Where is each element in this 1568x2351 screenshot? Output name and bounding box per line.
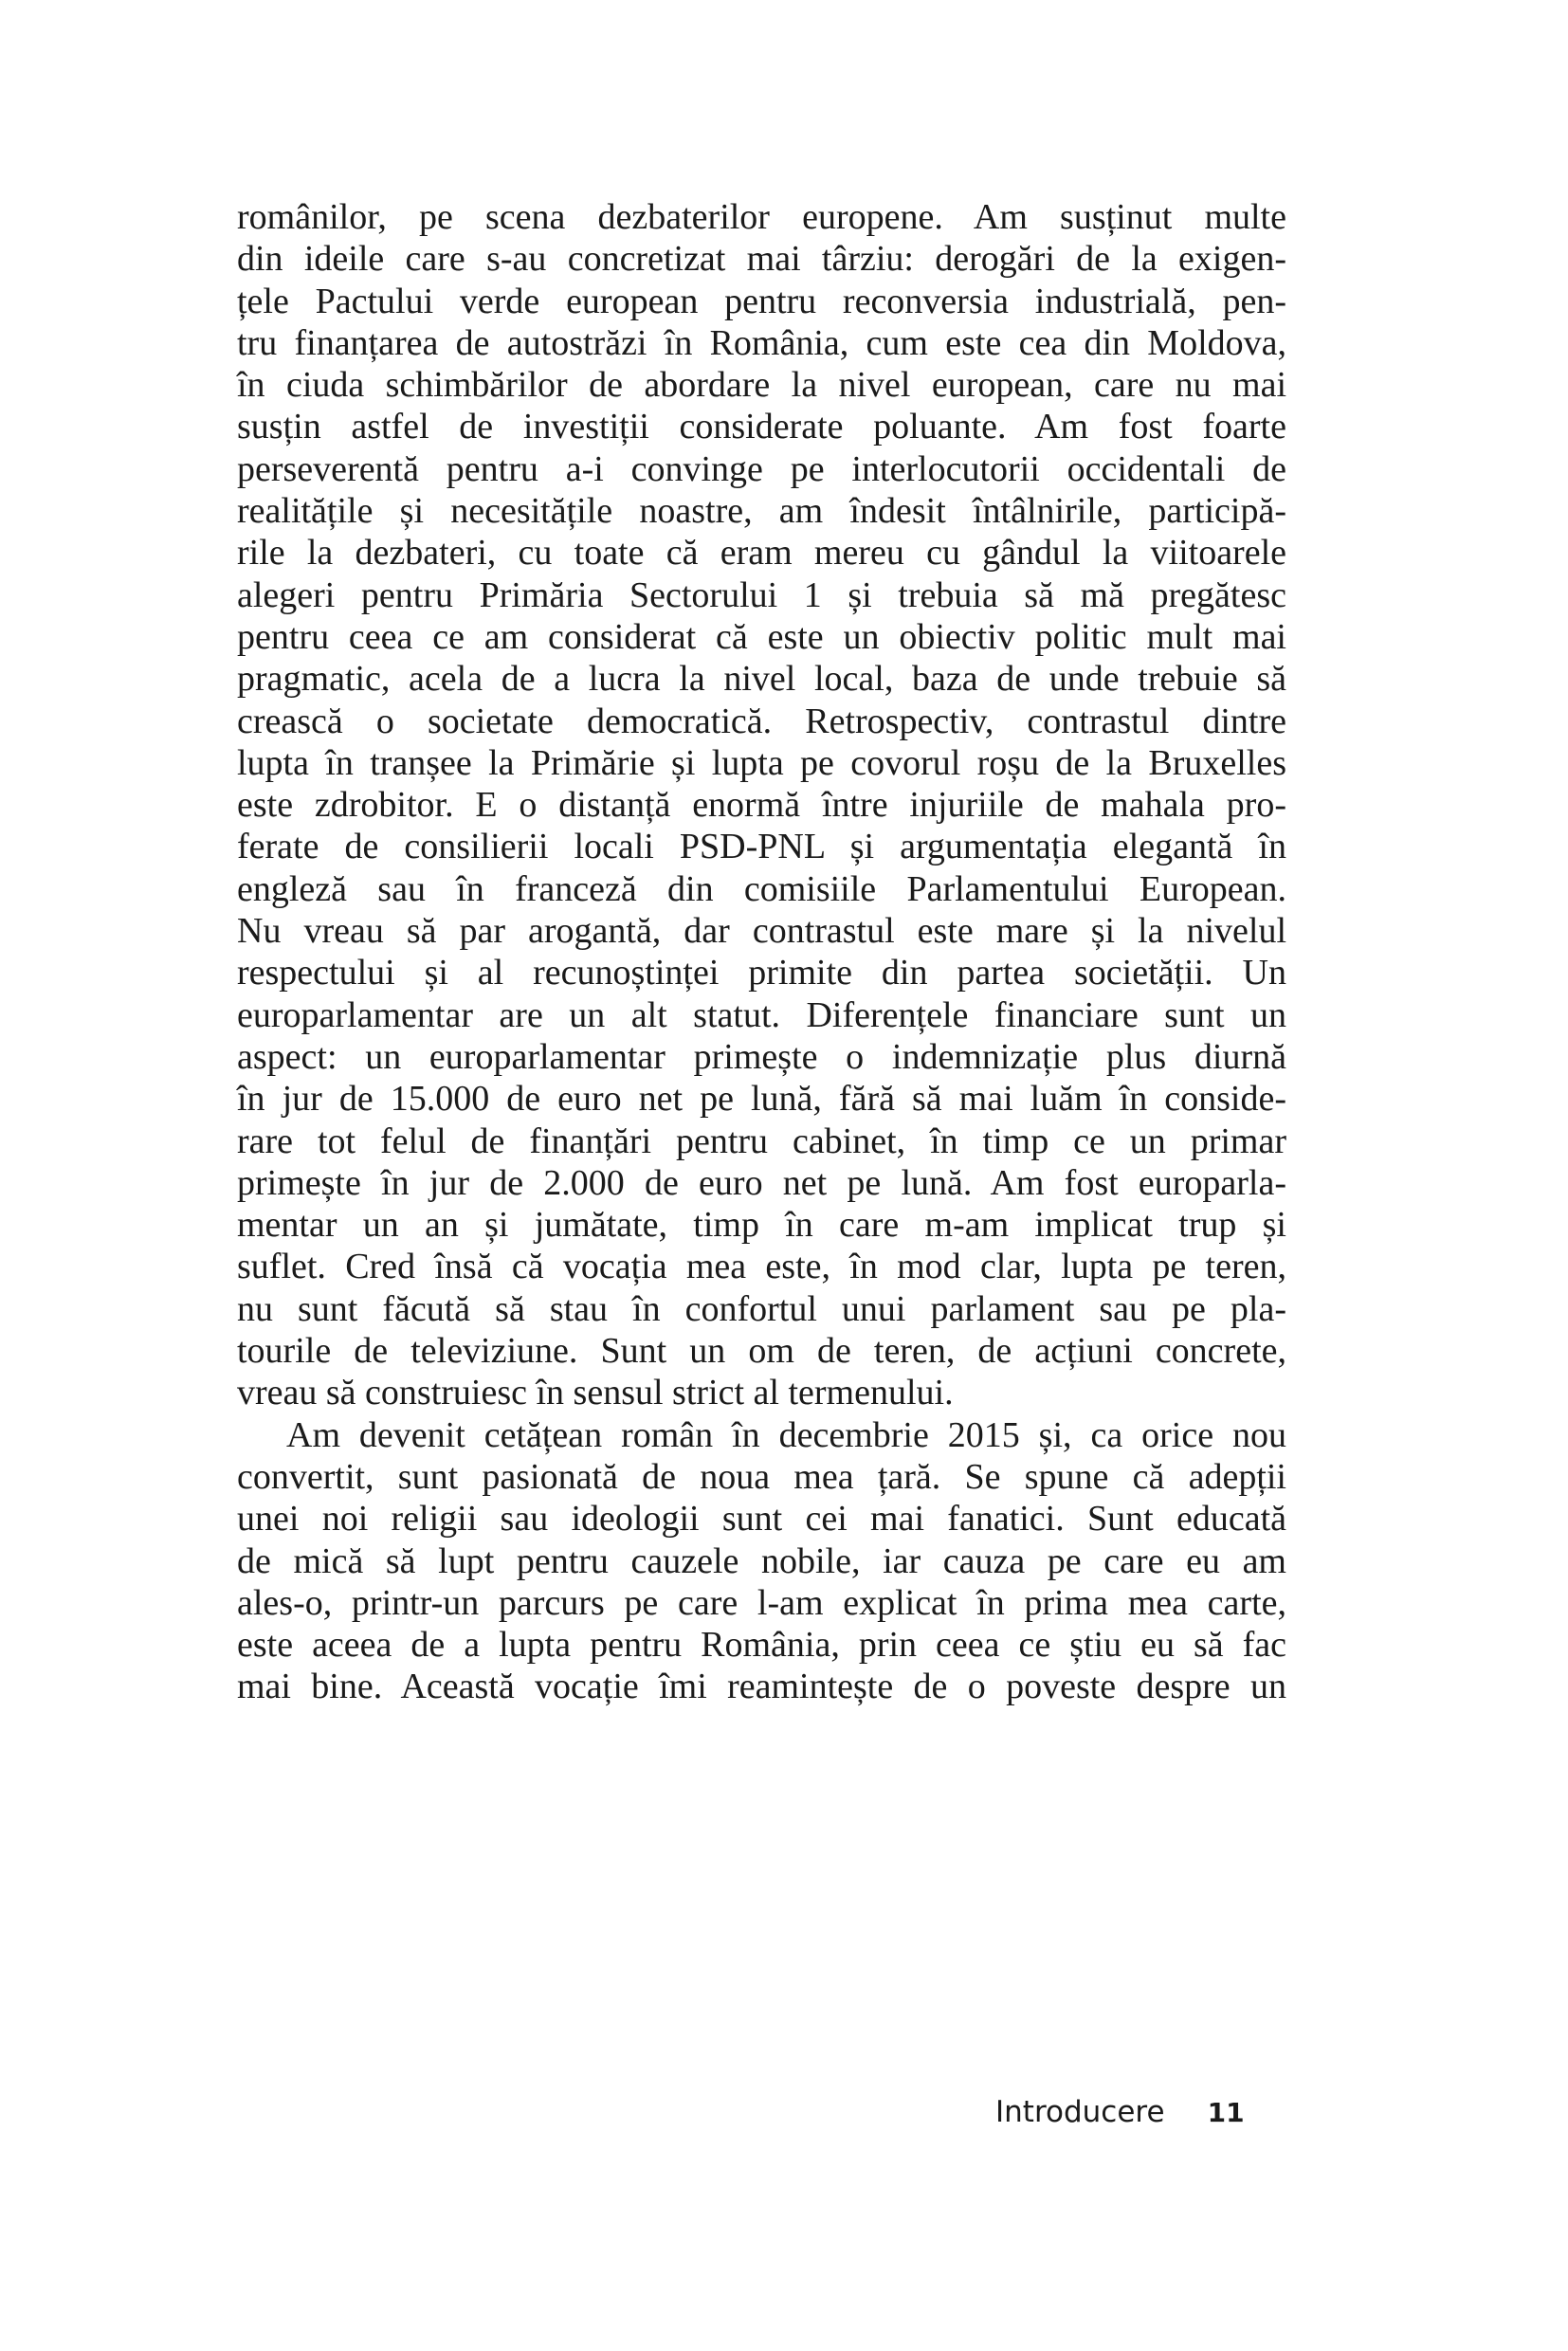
paragraph-2 (237, 1414, 1286, 1708)
text-line: respectului și al recunoștinței primite din partea societății. Un (237, 953, 1286, 993)
body-text (237, 196, 1286, 1708)
text-line: mai bine. Această vocație îmi reamintește de o poveste despre un (237, 1667, 1286, 1707)
text-line: alegeri pentru Primăria Sectorului 1 și trebuia să mă pregătesc (237, 574, 1286, 615)
page-number: 11 (1207, 2097, 1245, 2128)
text-line: perseverentă pentru a-i convinge pe interlocutorii occidentali de (237, 448, 1286, 489)
text-line: nu sunt făcută să stau în confortul unui parlament sau pe pla- (237, 1288, 1286, 1329)
text-line: Nu vreau să par arogantă, dar contrastul este mare și la nivelul (237, 911, 1286, 952)
text-line: este zdrobitor. E o distanță enormă între injuriile de mahala pro- (237, 785, 1286, 826)
text-line: unei noi religii sau ideologii sunt cei mai fanatici. Sunt educată (237, 1499, 1286, 1540)
text-line: în jur de 15.000 de euro net pe lună, fără să mai luăm în conside- (237, 1079, 1286, 1120)
text-line: crească o societate democratică. Retrospectiv, contrastul dintre (237, 701, 1286, 741)
text-line: realitățile și necesitățile noastre, am îndesit întâlnirile, participă- (237, 491, 1286, 532)
text-line: suflet. Cred însă că vocația mea este, în mod clar, lupta pe teren, (237, 1247, 1286, 1287)
text-line: țele Pactului verde european pentru reconversia industrială, pen- (237, 281, 1286, 321)
text-line: tourile de televiziune. Sunt un om de teren, de acțiuni concrete, (237, 1331, 1286, 1372)
text-line: primește în jur de 2.000 de euro net pe lună. Am fost europarla- (237, 1162, 1286, 1203)
text-line: convertit, sunt pasionată de noua mea țară. Se spune că adepții (237, 1456, 1286, 1497)
text-line: rile la dezbateri, cu toate că eram mereu cu gândul la viitoarele (237, 533, 1286, 574)
text-line: vreau să construiesc în sensul strict al termenului. (237, 1373, 954, 1413)
running-footer-section-title: Introducere (995, 2095, 1165, 2129)
text-line: de mică să lupt pentru cauzele nobile, iar cauza pe care eu am (237, 1540, 1286, 1581)
page-footer (995, 2095, 1245, 2129)
text-line: tru finanțarea de autostrăzi în România, cum este cea din Moldova, (237, 322, 1286, 363)
text-line: ferate de consilierii locali PSD-PNL și argumentația elegantă în (237, 827, 1286, 867)
text-line: pentru ceea ce am considerat că este un obiectiv politic mult mai (237, 616, 1286, 657)
text-line: lupta în tranșee la Primărie și lupta pe covorul roșu de la Bruxelles (237, 742, 1286, 783)
text-line: mentar un an și jumătate, timp în care m-am implicat trup și (237, 1205, 1286, 1246)
text-line: europarlamentar are un alt statut. Diferențele financiare sunt un (237, 994, 1286, 1035)
text-line: românilor, pe scena dezbaterilor europene. Am susținut multe (237, 197, 1286, 237)
text-line: susțin astfel de investiții considerate poluante. Am fost foarte (237, 407, 1286, 447)
text-line: ales-o, printr-un parcurs pe care l-am explicat în prima mea carte, (237, 1582, 1286, 1623)
text-line: este aceea de a lupta pentru România, prin ceea ce știu eu să fac (237, 1625, 1286, 1666)
paragraph-1 (237, 196, 1286, 1414)
text-line: rare tot felul de finanțări pentru cabinet, în timp ce un primar (237, 1121, 1286, 1161)
text-line: din ideile care s-au concretizat mai târziu: derogări de la exigen- (237, 239, 1286, 280)
text-line: aspect: un europarlamentar primește o indemnizație plus diurnă (237, 1036, 1286, 1077)
text-line: engleză sau în franceză din comisiile Parlamentului European. (237, 868, 1286, 909)
text-line: în ciuda schimbărilor de abordare la nivel european, care nu mai (237, 365, 1286, 406)
text-line: pragmatic, acela de a lucra la nivel local, baza de unde trebuie să (237, 659, 1286, 700)
text-line: Am devenit cetățean român în decembrie 2015 și, ca orice nou (286, 1414, 1286, 1455)
